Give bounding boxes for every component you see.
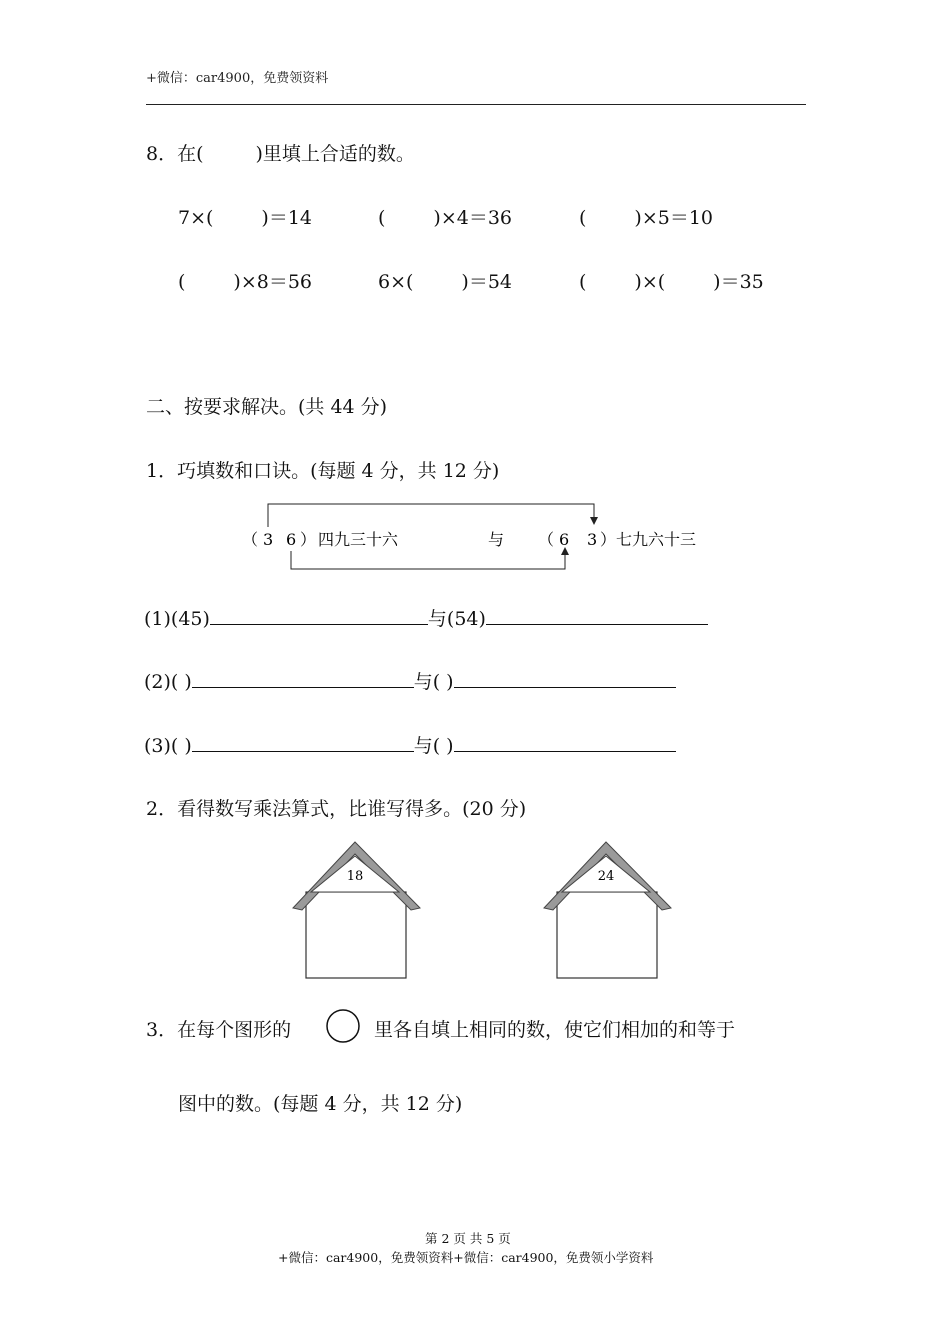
answer-line[interactable] xyxy=(192,733,414,752)
q8-eq-6-pre: ( xyxy=(579,271,587,293)
q1-row-3-close: ) xyxy=(184,735,192,757)
q8-eq-1-pre: 7×( xyxy=(178,207,214,229)
q1-row-2-pair: 与( xyxy=(413,671,441,693)
q1-row-1-label: (1)(45) xyxy=(144,608,210,630)
q8-eq-5-pre: 6×( xyxy=(378,271,414,293)
house-body xyxy=(306,892,406,978)
q2-title: 2．看得数写乘法算式，比谁写得多。(20 分) xyxy=(146,798,527,820)
right-paren-close: ） xyxy=(600,530,617,549)
house-figure-1 xyxy=(292,840,422,982)
q8-eq-1-post: )＝14 xyxy=(261,207,313,229)
circle-shape-icon xyxy=(325,1007,361,1045)
q1-row-3-label: (3)( xyxy=(144,735,179,757)
answer-line[interactable] xyxy=(192,669,414,688)
top-bracket-line xyxy=(268,504,594,527)
q1-row-2-pair-close: ) xyxy=(446,671,454,693)
q8-eq-4 xyxy=(178,267,312,294)
q1-row-3-pair: 与( xyxy=(413,735,441,757)
q8-eq-2-pre: ( xyxy=(378,207,386,229)
q8-eq-5-post: )＝54 xyxy=(461,271,513,293)
right-verse: 七九六十三 xyxy=(616,530,697,549)
header-watermark: +微信：car4900，免费领资料 xyxy=(146,71,329,86)
q1-row-3-pair-close: ) xyxy=(446,735,454,757)
swap-digits-diagram xyxy=(230,495,730,580)
q8-title xyxy=(146,139,415,166)
q1-row-3 xyxy=(144,731,676,758)
q8-title-suffix: )里填上合适的数。 xyxy=(255,143,415,165)
q8-eq-2 xyxy=(378,203,512,230)
answer-line[interactable] xyxy=(486,606,708,625)
q8-eq-4-pre: ( xyxy=(178,271,186,293)
answer-line[interactable] xyxy=(454,733,676,752)
q8-eq-5 xyxy=(378,267,512,294)
q8-eq-3 xyxy=(579,203,713,230)
q8-eq-3-pre: ( xyxy=(579,207,587,229)
q8-eq-6 xyxy=(579,267,764,294)
q3-title-b: 里各自填上相同的数，使它们相加的和等于 xyxy=(374,1019,736,1041)
q8-eq-1 xyxy=(178,203,312,230)
house-number: 24 xyxy=(597,869,615,884)
connector-word: 与 xyxy=(488,530,505,549)
left-digit-2: 6 xyxy=(286,530,297,549)
left-digit-1: 3 xyxy=(263,530,274,549)
page-number: 第 2 页 共 5 页 xyxy=(425,1231,511,1246)
answer-line[interactable] xyxy=(454,669,676,688)
q1-row-2-label: (2)( xyxy=(144,671,179,693)
house-number: 18 xyxy=(346,869,364,884)
q8-title-prefix: 8．在( xyxy=(146,143,204,165)
right-digit-2: 3 xyxy=(587,530,598,549)
footer-watermark: +微信：car4900，免费领资料+微信：car4900，免费领小学资料 xyxy=(278,1250,654,1265)
right-paren-open: （ xyxy=(538,530,555,549)
q1-row-1-pair: 与(54) xyxy=(427,608,486,630)
left-paren-open: （ xyxy=(242,530,259,549)
house-body xyxy=(557,892,657,978)
q1-row-2-close: ) xyxy=(184,671,192,693)
left-verse: 四九三十六 xyxy=(318,530,399,549)
header-divider xyxy=(146,104,806,105)
right-digit-1: 6 xyxy=(559,530,570,549)
q1-title: 1．巧填数和口诀。(每题 4 分，共 12 分) xyxy=(146,460,500,482)
q3-title-line-2: 图中的数。(每题 4 分，共 12 分) xyxy=(178,1093,463,1115)
bottom-bracket-line xyxy=(291,551,565,569)
answer-line[interactable] xyxy=(210,606,428,625)
house-figure-2 xyxy=(543,840,673,982)
left-paren-close: ） xyxy=(300,530,317,549)
section-2-title: 二、按要求解决。(共 44 分) xyxy=(146,396,388,418)
q1-row-2 xyxy=(144,667,676,694)
arrow-down-icon xyxy=(590,517,598,525)
q3-title-a: 3．在每个图形的 xyxy=(146,1019,292,1041)
q8-eq-6-post: )＝35 xyxy=(713,271,764,293)
q8-eq-4-post: )×8＝56 xyxy=(233,271,313,293)
q1-row-1 xyxy=(144,604,708,631)
q8-eq-2-post: )×4＝36 xyxy=(433,207,513,229)
q8-eq-6-mid: )×( xyxy=(634,271,666,293)
q8-eq-3-post: )×5＝10 xyxy=(634,207,714,229)
